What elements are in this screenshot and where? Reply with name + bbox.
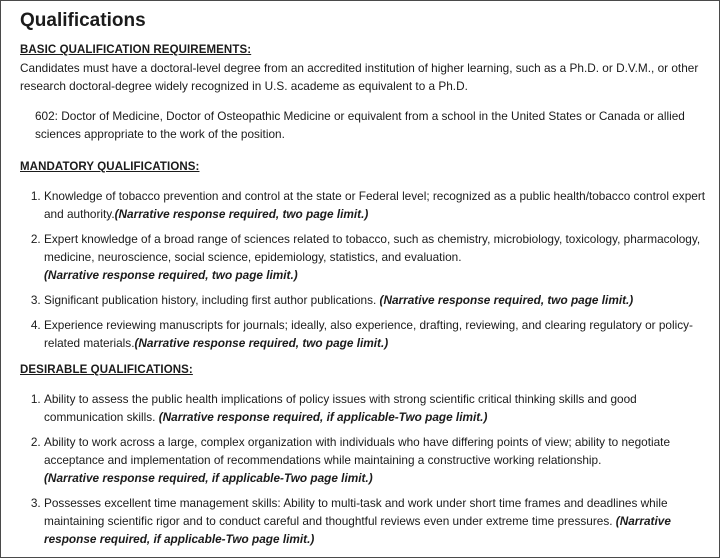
- list-item-note: (Narrative response required, two page limit.): [134, 336, 389, 350]
- desirable-qualifications-list: [20, 390, 710, 548]
- list-item-text: Possesses excellent time management skills: Ability to multi-task and work under short time frames and deadlines while maintaining scientific rigor and to conduct careful and thoughtful reviews even under extreme time pressures.: [44, 496, 668, 528]
- list-item: [44, 433, 710, 487]
- list-item: [44, 494, 710, 548]
- list-item-text: Ability to assess the public health implications of policy issues with strong scientific critical thinking skills and good communication skills.: [44, 392, 637, 424]
- degree-code-note: 602: Doctor of Medicine, Doctor of Osteopathic Medicine or equivalent from a school in the United States or Canada or allied sciences appropriate to the work of the position.: [35, 109, 685, 141]
- list-item-note: (Narrative response required, two page limit.): [114, 207, 369, 221]
- list-item-text: Ability to work across a large, complex organization with individuals who have differing points of view; ability to negotiate acceptance and implementation of recommendations while maintaining a constructive working relationship.: [44, 435, 671, 467]
- list-item: [44, 291, 710, 309]
- list-item-text: Experience reviewing manuscripts for journals; ideally, also experience, drafting, reviewing, and clearing regulatory or policy-related materials.: [44, 318, 693, 350]
- list-item: [44, 230, 710, 284]
- desirable-qualifications-heading: DESIRABLE QUALIFICATIONS:: [20, 364, 193, 376]
- list-item: [44, 187, 710, 223]
- qualifications-section: [20, 9, 710, 555]
- list-item-note: (Narrative response required, two page limit.): [379, 293, 634, 307]
- basic-qualifications-heading: BASIC QUALIFICATION REQUIREMENTS:: [20, 44, 252, 56]
- page-title: Qualifications: [20, 10, 146, 31]
- list-item-note: (Narrative response required, two page limit.): [44, 268, 298, 282]
- list-item-text: Expert knowledge of a broad range of sciences related to tobacco, such as chemistry, microbiology, toxicology, pharmacology, medicine, neuroscience, social science, epidemiology, statistics, and evaluation.: [44, 232, 701, 264]
- list-item-text: Knowledge of tobacco prevention and control at the state or Federal level; recognized as a public health/tobacco control expert and authority.: [44, 189, 706, 221]
- list-item-text: Significant publication history, including first author publications.: [44, 293, 380, 307]
- basic-qualifications-paragraph: Candidates must have a doctoral-level degree from an accredited institution of higher learning, such as a Ph.D. or D.V.M., or other research doctoral-degree widely recognized in U.S. academe as equivalent to a Ph.D.: [20, 61, 699, 93]
- list-item: [44, 316, 710, 352]
- list-item: [44, 390, 710, 426]
- mandatory-qualifications-heading: MANDATORY QUALIFICATIONS:: [20, 161, 200, 173]
- mandatory-qualifications-list: [20, 187, 710, 352]
- list-item-note: (Narrative response required, if applicable-Two page limit.): [44, 471, 373, 485]
- list-item-note: (Narrative response required, if applicable-Two page limit.): [158, 410, 488, 424]
- list-item-note: (Narrative response required, if applicable-Two page limit.): [44, 514, 671, 546]
